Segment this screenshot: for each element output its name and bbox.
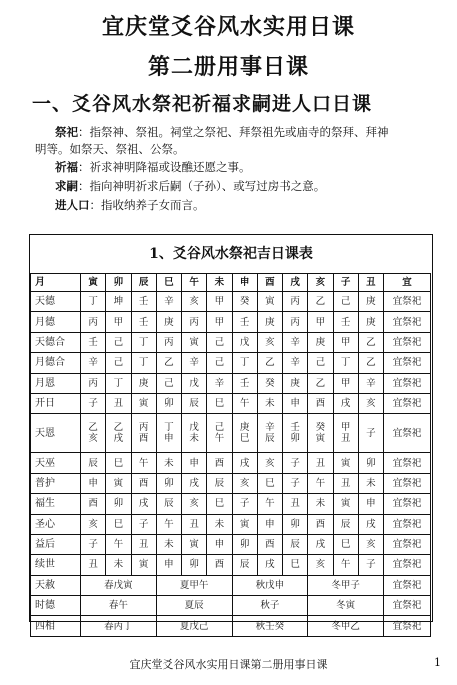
table-cell: 午 xyxy=(333,555,358,575)
cell-bottom: 子 xyxy=(366,427,376,439)
row-label: 续世 xyxy=(31,555,81,575)
table-cell xyxy=(207,414,232,453)
row-label: 天德合 xyxy=(31,332,81,352)
cell-bottom: 未 xyxy=(189,433,199,445)
row-suitable: 宜祭祀 xyxy=(384,534,431,554)
table-cell: 辰 xyxy=(156,494,181,514)
row-label: 普护 xyxy=(31,473,81,493)
table-cell: 酉 xyxy=(308,393,333,413)
row-suitable: 宜祭祀 xyxy=(384,292,431,312)
table-cell: 午 xyxy=(232,393,257,413)
header-cell: 午 xyxy=(182,274,207,292)
page-number: 1 xyxy=(434,656,441,669)
table-cell: 酉 xyxy=(81,494,106,514)
definition-text: ：祈求神明降福或设醮还愿之事。 xyxy=(78,160,251,174)
season-cell: 春午 xyxy=(81,596,157,616)
table-cell: 甲 xyxy=(308,312,333,332)
season-cell: 冬甲乙 xyxy=(308,616,384,636)
row-label: 天赦 xyxy=(31,575,81,595)
table-cell: 辛 xyxy=(283,332,308,352)
auspicious-day-table-box xyxy=(29,234,433,632)
table-cell: 戌 xyxy=(232,453,257,473)
table-cell: 乙 xyxy=(308,373,333,393)
table-cell: 卯 xyxy=(156,473,181,493)
row-suitable: 宜祭祀 xyxy=(384,393,431,413)
table-cell: 巳 xyxy=(106,514,131,534)
cell-top: 乙 xyxy=(88,422,98,434)
table-cell: 丙 xyxy=(81,312,106,332)
table-cell: 卯 xyxy=(232,534,257,554)
row-suitable: 宜祭祀 xyxy=(384,332,431,352)
table-cell: 壬 xyxy=(232,373,257,393)
table-cell: 乙 xyxy=(308,292,333,312)
table-cell: 酉 xyxy=(207,555,232,575)
table-cell: 庚 xyxy=(257,312,282,332)
table-cell xyxy=(131,414,156,453)
table-cell: 乙 xyxy=(156,353,181,373)
cell-top: 戊 xyxy=(189,422,199,434)
table-cell: 午 xyxy=(131,453,156,473)
row-label: 益后 xyxy=(31,534,81,554)
definition-term: 求嗣 xyxy=(55,179,78,193)
cell-bottom: 巳 xyxy=(239,433,250,445)
table-row xyxy=(31,534,431,554)
table-cell: 甲 xyxy=(207,312,232,332)
table-cell: 申 xyxy=(156,555,181,575)
table-cell: 戌 xyxy=(358,514,383,534)
table-cell: 丙 xyxy=(81,373,106,393)
table-cell: 壬 xyxy=(131,292,156,312)
table-cell xyxy=(232,414,257,453)
row-suitable: 宜祭祀 xyxy=(384,473,431,493)
table-cell: 壬 xyxy=(131,312,156,332)
row-suitable: 宜祭祀 xyxy=(384,494,431,514)
table-row xyxy=(31,353,431,373)
table-cell: 未 xyxy=(308,494,333,514)
table-cell: 亥 xyxy=(182,494,207,514)
table-cell: 辛 xyxy=(182,353,207,373)
header-cell: 申 xyxy=(232,274,257,292)
table-cell: 巳 xyxy=(207,494,232,514)
cell-top: 甲 xyxy=(340,422,351,434)
table-cell: 庚 xyxy=(156,312,181,332)
table-cell: 甲 xyxy=(333,332,358,352)
definition-qifu xyxy=(55,159,251,175)
table-cell: 辛 xyxy=(358,373,383,393)
table-row xyxy=(31,514,431,534)
table-cell: 巳 xyxy=(257,473,282,493)
row-label: 月德 xyxy=(31,312,81,332)
table-cell xyxy=(358,414,383,453)
header-cell: 巳 xyxy=(156,274,181,292)
row-suitable: 宜祭祀 xyxy=(384,312,431,332)
definition-term: 祭祀 xyxy=(55,125,78,139)
table-cell: 寅 xyxy=(232,514,257,534)
table-cell: 庚 xyxy=(358,312,383,332)
row-label: 四相 xyxy=(31,616,81,636)
cell-bottom: 申 xyxy=(164,433,174,445)
volume-title: 第二册用事日课 xyxy=(147,54,309,80)
table-cell: 己 xyxy=(106,353,131,373)
cell-bottom: 丑 xyxy=(340,433,351,445)
table-cell: 辰 xyxy=(333,514,358,534)
table-cell xyxy=(257,414,282,453)
cell-bottom: 亥 xyxy=(88,433,98,445)
cell-bottom: 卯 xyxy=(290,433,300,445)
table-caption: 1、爻谷风水祭祀吉日课表 xyxy=(149,246,313,262)
table-cell xyxy=(156,414,181,453)
table-cell: 亥 xyxy=(257,453,282,473)
table-row xyxy=(31,555,431,575)
definition-term: 祈福 xyxy=(55,160,78,174)
table-cell: 子 xyxy=(283,453,308,473)
table-cell: 丑 xyxy=(283,494,308,514)
cell-bottom: 戌 xyxy=(113,433,124,445)
table-cell: 辰 xyxy=(207,473,232,493)
season-cell: 冬甲子 xyxy=(308,575,384,595)
row-label: 天恩 xyxy=(31,414,81,453)
table-cell: 丁 xyxy=(333,353,358,373)
table-cell: 己 xyxy=(308,353,333,373)
section-heading: 一、爻谷风水祭祀祈福求嗣进人口日课 xyxy=(32,93,373,115)
table-cell: 卯 xyxy=(358,453,383,473)
table-cell xyxy=(81,414,106,453)
row-suitable: 宜祭祀 xyxy=(384,514,431,534)
table-cell: 未 xyxy=(156,534,181,554)
header-cell: 月 xyxy=(31,274,81,292)
table-cell: 亥 xyxy=(182,292,207,312)
table-cell: 辛 xyxy=(81,353,106,373)
table-cell: 巳 xyxy=(283,555,308,575)
table-cell: 庚 xyxy=(308,332,333,352)
row-label: 开日 xyxy=(31,393,81,413)
table-cell: 未 xyxy=(257,393,282,413)
table-cell: 申 xyxy=(207,534,232,554)
row-label: 月德合 xyxy=(31,353,81,373)
table-cell: 寅 xyxy=(333,453,358,473)
table-cell: 未 xyxy=(106,555,131,575)
row-suitable: 宜祭祀 xyxy=(384,616,431,636)
table-cell: 子 xyxy=(81,393,106,413)
table-cell: 寅 xyxy=(182,332,207,352)
definition-jisi xyxy=(55,124,389,140)
definition-text: ：指向神明祈求后嗣（子孙）、或写过房书之意。 xyxy=(78,179,326,193)
table-row-seasonal xyxy=(31,575,431,595)
table-cell: 子 xyxy=(283,473,308,493)
page-footer: 宜庆堂爻谷风水实用日课第二册用事日课 xyxy=(129,658,328,671)
header-cell: 卯 xyxy=(106,274,131,292)
header-cell: 丑 xyxy=(358,274,383,292)
cell-top: 己 xyxy=(214,422,225,434)
table-cell: 丑 xyxy=(333,473,358,493)
row-suitable: 宜祭祀 xyxy=(384,575,431,595)
table-cell: 坤 xyxy=(106,292,131,312)
table-cell: 酉 xyxy=(308,514,333,534)
header-cell: 酉 xyxy=(257,274,282,292)
table-cell: 己 xyxy=(333,292,358,312)
season-cell: 秋子 xyxy=(232,596,308,616)
row-label: 天德 xyxy=(31,292,81,312)
table-cell: 戌 xyxy=(182,473,207,493)
table-cell: 丙 xyxy=(283,292,308,312)
table-cell: 乙 xyxy=(358,332,383,352)
header-cell: 寅 xyxy=(81,274,106,292)
table-cell: 壬 xyxy=(333,312,358,332)
table-cell: 戌 xyxy=(333,393,358,413)
table-cell: 卯 xyxy=(106,494,131,514)
cell-bottom: 寅 xyxy=(315,433,326,445)
table-cell: 子 xyxy=(81,534,106,554)
table-cell: 申 xyxy=(81,473,106,493)
table-cell: 辛 xyxy=(156,292,181,312)
table-cell: 午 xyxy=(308,473,333,493)
season-cell: 秋戊申 xyxy=(232,575,308,595)
table-cell: 亥 xyxy=(358,534,383,554)
header-cell: 子 xyxy=(333,274,358,292)
table-cell: 甲 xyxy=(333,373,358,393)
table-cell: 未 xyxy=(207,514,232,534)
table-cell: 辰 xyxy=(232,555,257,575)
row-label: 福生 xyxy=(31,494,81,514)
season-cell: 秋壬癸 xyxy=(232,616,308,636)
table-cell: 壬 xyxy=(232,312,257,332)
season-cell: 春丙丁 xyxy=(81,616,157,636)
table-cell: 丑 xyxy=(308,453,333,473)
table-cell: 巳 xyxy=(106,453,131,473)
table-cell: 己 xyxy=(207,332,232,352)
season-cell: 冬寅 xyxy=(308,596,384,616)
table-row xyxy=(31,453,431,473)
table-cell: 丙 xyxy=(156,332,181,352)
table-cell: 巳 xyxy=(333,534,358,554)
table-row xyxy=(31,373,431,393)
row-label: 圣心 xyxy=(31,514,81,534)
season-cell: 夏戊己 xyxy=(156,616,232,636)
table-cell: 戊 xyxy=(232,332,257,352)
table-cell: 甲 xyxy=(106,312,131,332)
table-row xyxy=(31,332,431,352)
table-cell xyxy=(283,414,308,453)
table-row-tianen xyxy=(31,414,431,453)
table-cell: 丑 xyxy=(106,393,131,413)
table-cell: 丁 xyxy=(81,292,106,312)
definition-jinrenkou xyxy=(55,197,205,213)
table-cell: 寅 xyxy=(257,292,282,312)
table-cell: 癸 xyxy=(257,373,282,393)
table-cell xyxy=(106,414,131,453)
table-cell: 亥 xyxy=(257,332,282,352)
table-cell: 酉 xyxy=(257,534,282,554)
table-row-seasonal xyxy=(31,616,431,636)
table-cell: 丑 xyxy=(81,555,106,575)
table-cell xyxy=(308,414,333,453)
table-cell: 午 xyxy=(156,514,181,534)
definition-jisi-cont: 明等。如祭天、祭祖、公祭。 xyxy=(35,142,185,156)
table-row xyxy=(31,312,431,332)
table-row xyxy=(31,393,431,413)
header-cell: 戌 xyxy=(283,274,308,292)
table-cell: 己 xyxy=(106,332,131,352)
row-suitable: 宜祭祀 xyxy=(384,555,431,575)
table-cell: 寅 xyxy=(106,473,131,493)
table-cell xyxy=(182,414,207,453)
table-cell: 丁 xyxy=(232,353,257,373)
cell-bottom: 午 xyxy=(214,433,225,445)
table-cell: 卯 xyxy=(283,514,308,534)
table-cell: 癸 xyxy=(232,292,257,312)
cell-bottom: 辰 xyxy=(265,433,275,445)
table-cell: 寅 xyxy=(131,555,156,575)
row-label: 时德 xyxy=(31,596,81,616)
definition-text: ：指收纳养子女而言。 xyxy=(89,198,205,212)
table-cell: 寅 xyxy=(131,393,156,413)
season-cell: 春戊寅 xyxy=(81,575,157,595)
table-cell: 酉 xyxy=(131,473,156,493)
table-cell: 子 xyxy=(131,514,156,534)
table-cell: 子 xyxy=(232,494,257,514)
table-cell: 戊 xyxy=(182,373,207,393)
table-row xyxy=(31,292,431,312)
table-cell: 丙 xyxy=(283,312,308,332)
table-row xyxy=(31,473,431,493)
table-cell: 庚 xyxy=(358,292,383,312)
row-suitable: 宜祭祀 xyxy=(384,596,431,616)
table-cell: 戌 xyxy=(257,555,282,575)
row-suitable: 宜祭祀 xyxy=(384,373,431,393)
definition-qiusi xyxy=(55,178,325,194)
table-cell: 午 xyxy=(106,534,131,554)
cell-top: 庚 xyxy=(239,422,250,434)
table-cell: 午 xyxy=(257,494,282,514)
table-cell: 辰 xyxy=(81,453,106,473)
table-cell: 庚 xyxy=(283,373,308,393)
table-cell: 辰 xyxy=(182,393,207,413)
row-label: 天巫 xyxy=(31,453,81,473)
table-cell: 甲 xyxy=(207,292,232,312)
cell-top: 壬 xyxy=(290,422,300,434)
table-cell: 酉 xyxy=(207,453,232,473)
row-label: 月恩 xyxy=(31,373,81,393)
table-cell: 巳 xyxy=(207,393,232,413)
cell-top: 辛 xyxy=(265,422,275,434)
season-cell: 夏辰 xyxy=(156,596,232,616)
table-cell: 辰 xyxy=(283,534,308,554)
table-cell: 亥 xyxy=(358,393,383,413)
table-cell: 申 xyxy=(257,514,282,534)
table-cell: 亥 xyxy=(232,473,257,493)
row-suitable: 宜祭祀 xyxy=(384,453,431,473)
table-cell: 卯 xyxy=(156,393,181,413)
table-cell: 丙 xyxy=(182,312,207,332)
table-row-seasonal xyxy=(31,596,431,616)
book-title: 宜庆堂爻谷风水实用日课 xyxy=(101,14,355,40)
table-cell: 寅 xyxy=(182,534,207,554)
table-cell: 辛 xyxy=(207,373,232,393)
table-cell: 申 xyxy=(283,393,308,413)
header-cell: 亥 xyxy=(308,274,333,292)
table-cell: 丑 xyxy=(182,514,207,534)
season-cell: 夏甲午 xyxy=(156,575,232,595)
table-cell: 子 xyxy=(358,555,383,575)
cell-top: 乙 xyxy=(113,422,124,434)
table-cell: 亥 xyxy=(81,514,106,534)
table-cell: 卯 xyxy=(182,555,207,575)
cell-top: 丙 xyxy=(138,422,149,434)
table-cell: 申 xyxy=(358,494,383,514)
table-cell: 己 xyxy=(156,373,181,393)
cell-bottom: 酉 xyxy=(138,433,149,445)
table-cell: 寅 xyxy=(333,494,358,514)
row-suitable: 宜祭祀 xyxy=(384,353,431,373)
cell-top: 癸 xyxy=(315,422,326,434)
table-row xyxy=(31,494,431,514)
table-cell: 乙 xyxy=(358,353,383,373)
table-cell: 辛 xyxy=(283,353,308,373)
table-cell: 乙 xyxy=(257,353,282,373)
cell-top: 丁 xyxy=(164,422,174,434)
table-cell: 己 xyxy=(207,353,232,373)
definition-term: 进人口 xyxy=(55,198,90,212)
table-cell: 亥 xyxy=(308,555,333,575)
auspicious-day-table xyxy=(30,273,431,637)
table-cell: 壬 xyxy=(81,332,106,352)
table-cell: 申 xyxy=(182,453,207,473)
header-cell: 辰 xyxy=(131,274,156,292)
table-cell: 戌 xyxy=(131,494,156,514)
definition-text: ：指祭神、祭祖。祠堂之祭祀、拜祭祖先或庙寺的祭拜、拜神 xyxy=(78,125,389,139)
table-cell: 丁 xyxy=(106,373,131,393)
table-cell: 戌 xyxy=(308,534,333,554)
row-suitable: 宜祭祀 xyxy=(384,414,431,453)
table-cell: 庚 xyxy=(131,373,156,393)
table-cell xyxy=(333,414,358,453)
table-cell: 丁 xyxy=(131,332,156,352)
table-header-row xyxy=(31,274,431,292)
table-cell: 未 xyxy=(156,453,181,473)
header-cell: 宜 xyxy=(384,274,431,292)
table-cell: 丁 xyxy=(131,353,156,373)
table-cell: 未 xyxy=(358,473,383,493)
table-cell: 丑 xyxy=(131,534,156,554)
header-cell: 未 xyxy=(207,274,232,292)
